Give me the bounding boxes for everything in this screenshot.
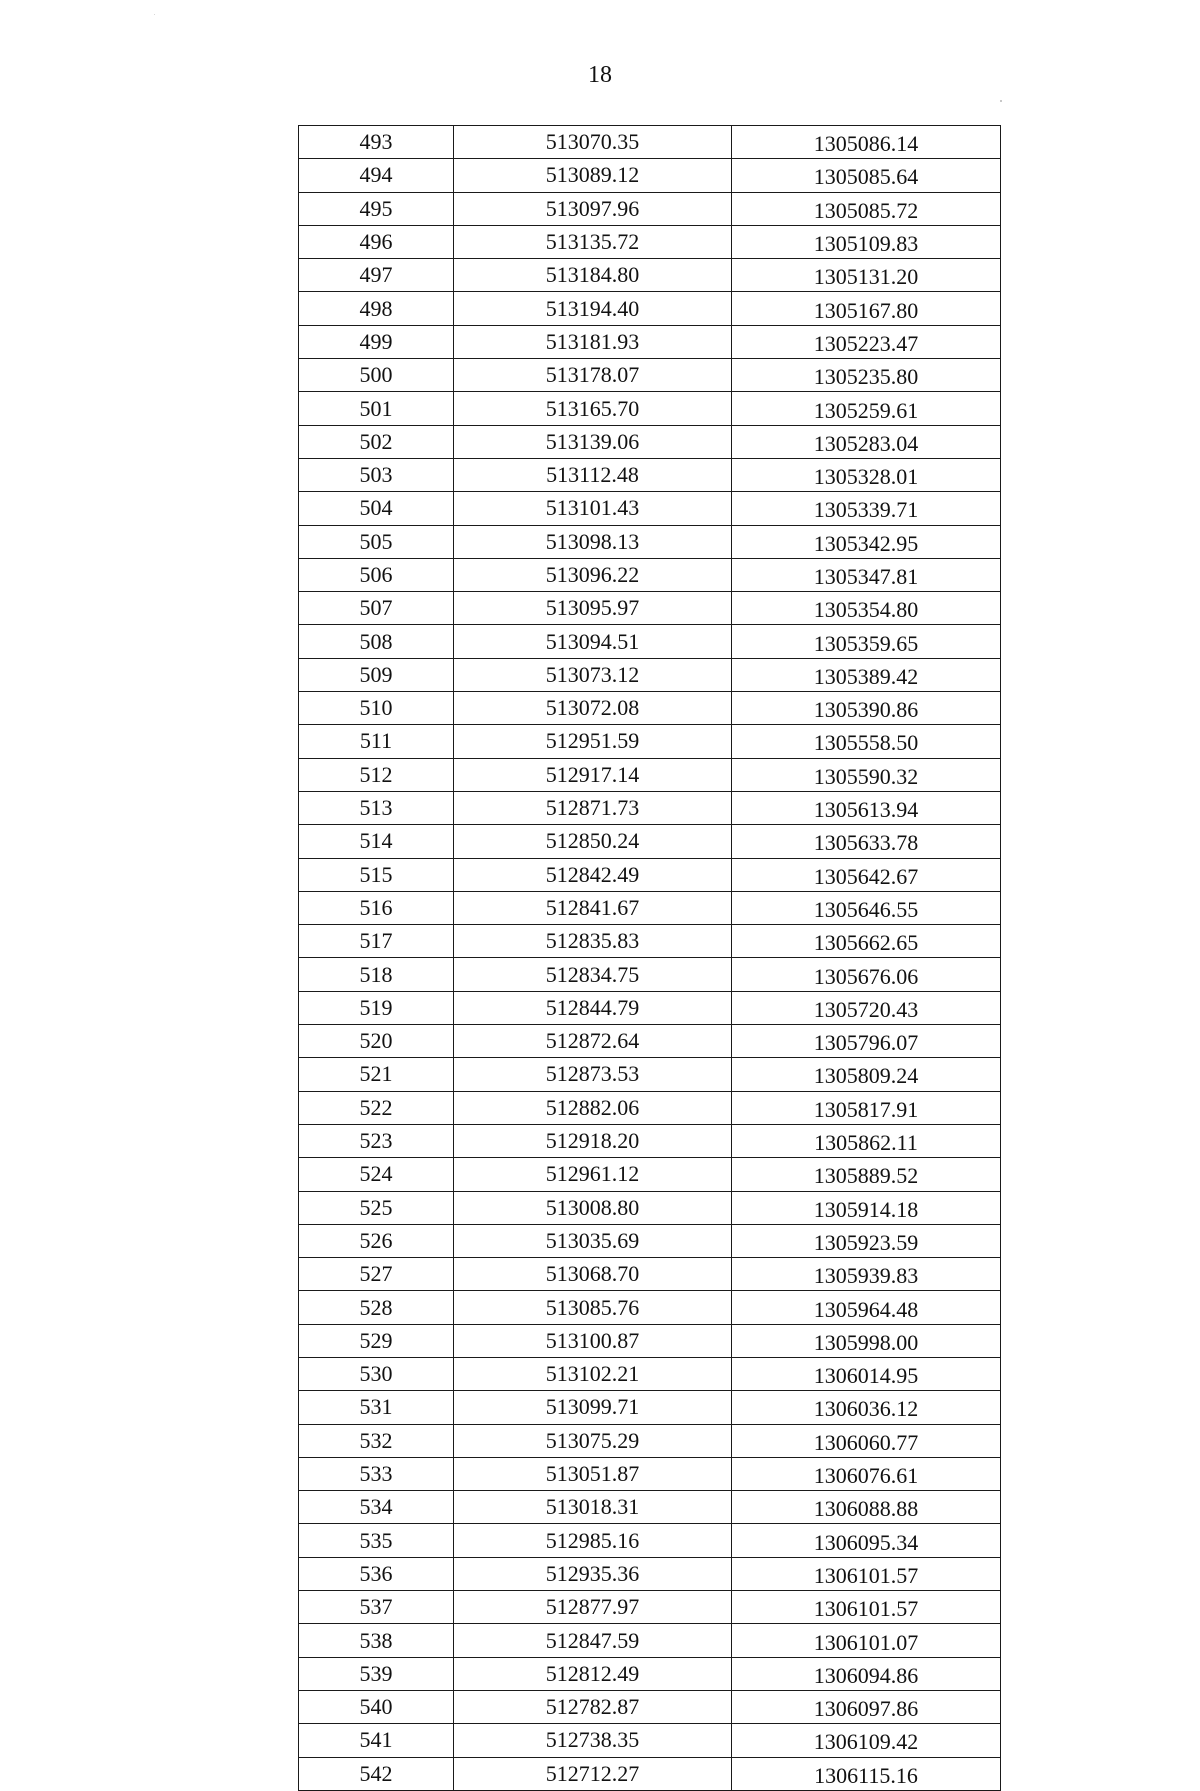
y-coordinate-cell: 1305817.91 [732,1091,1001,1124]
x-coordinate-cell: 512985.16 [454,1524,732,1557]
x-coordinate-cell: 513089.12 [454,159,732,192]
y-coordinate-cell: 1305646.55 [732,891,1001,924]
x-coordinate-cell: 512844.79 [454,991,732,1024]
table-row [299,658,1001,691]
coordinates-table [298,125,1001,1791]
x-coordinate-cell: 513181.93 [454,325,732,358]
y-coordinate-cell: 1305085.72 [732,192,1001,225]
y-coordinate-cell: 1305939.83 [732,1258,1001,1291]
table-row [299,192,1001,225]
y-coordinate-cell: 1305796.07 [732,1025,1001,1058]
point-number-cell: 506 [299,558,454,591]
table-row [299,458,1001,491]
point-number-cell: 498 [299,292,454,325]
point-number-cell: 530 [299,1357,454,1390]
point-number-cell: 513 [299,791,454,824]
x-coordinate-cell: 513068.70 [454,1258,732,1291]
x-coordinate-cell: 512712.27 [454,1757,732,1790]
page-number: 18 [588,62,612,88]
point-number-cell: 526 [299,1224,454,1257]
table-row [299,858,1001,891]
y-coordinate-cell: 1305283.04 [732,425,1001,458]
y-coordinate-cell: 1305347.81 [732,558,1001,591]
point-number-cell: 507 [299,592,454,625]
y-coordinate-cell: 1305862.11 [732,1124,1001,1157]
y-coordinate-cell: 1305354.80 [732,592,1001,625]
y-coordinate-cell: 1305914.18 [732,1191,1001,1224]
point-number-cell: 528 [299,1291,454,1324]
x-coordinate-cell: 513102.21 [454,1357,732,1390]
table-row [299,625,1001,658]
y-coordinate-cell: 1305633.78 [732,825,1001,858]
point-number-cell: 511 [299,725,454,758]
point-number-cell: 504 [299,492,454,525]
point-number-cell: 522 [299,1091,454,1124]
table-row [299,592,1001,625]
table-row [299,1457,1001,1490]
point-number-cell: 496 [299,225,454,258]
point-number-cell: 534 [299,1491,454,1524]
x-coordinate-cell: 513095.97 [454,592,732,625]
table-row [299,1757,1001,1790]
table-row [299,1524,1001,1557]
point-number-cell: 518 [299,958,454,991]
table-row [299,991,1001,1024]
table-row [299,1491,1001,1524]
table-row [299,292,1001,325]
point-number-cell: 502 [299,425,454,458]
table-row [299,725,1001,758]
x-coordinate-cell: 512738.35 [454,1724,732,1757]
y-coordinate-cell: 1306095.34 [732,1524,1001,1557]
point-number-cell: 536 [299,1557,454,1590]
table-row [299,1091,1001,1124]
point-number-cell: 541 [299,1724,454,1757]
point-number-cell: 503 [299,458,454,491]
point-number-cell: 540 [299,1690,454,1723]
table-row [299,1124,1001,1157]
point-number-cell: 533 [299,1457,454,1490]
point-number-cell: 495 [299,192,454,225]
x-coordinate-cell: 513094.51 [454,625,732,658]
y-coordinate-cell: 1306101.57 [732,1557,1001,1590]
point-number-cell: 537 [299,1591,454,1624]
y-coordinate-cell: 1306101.57 [732,1591,1001,1624]
y-coordinate-cell: 1305389.42 [732,658,1001,691]
y-coordinate-cell: 1306060.77 [732,1424,1001,1457]
y-coordinate-cell: 1305590.32 [732,758,1001,791]
point-number-cell: 505 [299,525,454,558]
table-row [299,1224,1001,1257]
x-coordinate-cell: 513098.13 [454,525,732,558]
x-coordinate-cell: 513008.80 [454,1191,732,1224]
x-coordinate-cell: 512877.97 [454,1591,732,1624]
x-coordinate-cell: 513165.70 [454,392,732,425]
table-row [299,1424,1001,1457]
point-number-cell: 510 [299,692,454,725]
table-row [299,825,1001,858]
table-row [299,325,1001,358]
table-row [299,1058,1001,1091]
x-coordinate-cell: 512918.20 [454,1124,732,1157]
point-number-cell: 520 [299,1025,454,1058]
x-coordinate-cell: 512961.12 [454,1158,732,1191]
table-row [299,225,1001,258]
x-coordinate-cell: 513070.35 [454,126,732,159]
table-row [299,791,1001,824]
y-coordinate-cell: 1305085.64 [732,159,1001,192]
point-number-cell: 517 [299,925,454,958]
x-coordinate-cell: 513135.72 [454,225,732,258]
table-row [299,1690,1001,1723]
y-coordinate-cell: 1306101.07 [732,1624,1001,1657]
point-number-cell: 542 [299,1757,454,1790]
point-number-cell: 519 [299,991,454,1024]
point-number-cell: 524 [299,1158,454,1191]
y-coordinate-cell: 1305662.65 [732,925,1001,958]
table-row [299,558,1001,591]
x-coordinate-cell: 512872.64 [454,1025,732,1058]
y-coordinate-cell: 1306076.61 [732,1457,1001,1490]
x-coordinate-cell: 512873.53 [454,1058,732,1091]
table-row [299,1724,1001,1757]
table-row [299,1357,1001,1390]
table-row [299,1391,1001,1424]
point-number-cell: 531 [299,1391,454,1424]
x-coordinate-cell: 513018.31 [454,1491,732,1524]
table-row [299,1258,1001,1291]
point-number-cell: 516 [299,891,454,924]
y-coordinate-cell: 1305998.00 [732,1324,1001,1357]
table-row [299,1591,1001,1624]
x-coordinate-cell: 513100.87 [454,1324,732,1357]
x-coordinate-cell: 513035.69 [454,1224,732,1257]
y-coordinate-cell: 1305923.59 [732,1224,1001,1257]
scan-speck [154,14,155,15]
x-coordinate-cell: 513085.76 [454,1291,732,1324]
y-coordinate-cell: 1305131.20 [732,259,1001,292]
table-row [299,891,1001,924]
point-number-cell: 512 [299,758,454,791]
y-coordinate-cell: 1305889.52 [732,1158,1001,1191]
x-coordinate-cell: 512842.49 [454,858,732,891]
table-row [299,925,1001,958]
x-coordinate-cell: 513096.22 [454,558,732,591]
table-row [299,1324,1001,1357]
x-coordinate-cell: 513097.96 [454,192,732,225]
point-number-cell: 535 [299,1524,454,1557]
x-coordinate-cell: 513112.48 [454,458,732,491]
y-coordinate-cell: 1305086.14 [732,126,1001,159]
y-coordinate-cell: 1305223.47 [732,325,1001,358]
table-row [299,1158,1001,1191]
x-coordinate-cell: 512935.36 [454,1557,732,1590]
y-coordinate-cell: 1305964.48 [732,1291,1001,1324]
y-coordinate-cell: 1305558.50 [732,725,1001,758]
y-coordinate-cell: 1305328.01 [732,458,1001,491]
x-coordinate-cell: 512834.75 [454,958,732,991]
table-row [299,492,1001,525]
y-coordinate-cell: 1305720.43 [732,991,1001,1024]
y-coordinate-cell: 1306109.42 [732,1724,1001,1757]
y-coordinate-cell: 1306094.86 [732,1657,1001,1690]
table-row [299,1657,1001,1690]
table-row [299,159,1001,192]
y-coordinate-cell: 1305613.94 [732,791,1001,824]
y-coordinate-cell: 1305342.95 [732,525,1001,558]
point-number-cell: 523 [299,1124,454,1157]
x-coordinate-cell: 512812.49 [454,1657,732,1690]
x-coordinate-cell: 513099.71 [454,1391,732,1424]
table-row [299,392,1001,425]
point-number-cell: 525 [299,1191,454,1224]
x-coordinate-cell: 513051.87 [454,1457,732,1490]
x-coordinate-cell: 513194.40 [454,292,732,325]
point-number-cell: 538 [299,1624,454,1657]
x-coordinate-cell: 512847.59 [454,1624,732,1657]
y-coordinate-cell: 1305642.67 [732,858,1001,891]
point-number-cell: 527 [299,1258,454,1291]
point-number-cell: 497 [299,259,454,292]
x-coordinate-cell: 512951.59 [454,725,732,758]
point-number-cell: 529 [299,1324,454,1357]
point-number-cell: 493 [299,126,454,159]
point-number-cell: 515 [299,858,454,891]
scan-speck [1000,100,1002,102]
point-number-cell: 521 [299,1058,454,1091]
table-row [299,958,1001,991]
table-row [299,758,1001,791]
y-coordinate-cell: 1306115.16 [732,1757,1001,1790]
table-row [299,1191,1001,1224]
point-number-cell: 514 [299,825,454,858]
table-row [299,425,1001,458]
x-coordinate-cell: 512850.24 [454,825,732,858]
x-coordinate-cell: 512841.67 [454,891,732,924]
table-row [299,1557,1001,1590]
table-row [299,1291,1001,1324]
y-coordinate-cell: 1306097.86 [732,1690,1001,1723]
x-coordinate-cell: 512782.87 [454,1690,732,1723]
point-number-cell: 539 [299,1657,454,1690]
y-coordinate-cell: 1305235.80 [732,359,1001,392]
point-number-cell: 494 [299,159,454,192]
y-coordinate-cell: 1305390.86 [732,692,1001,725]
y-coordinate-cell: 1305259.61 [732,392,1001,425]
y-coordinate-cell: 1306014.95 [732,1357,1001,1390]
point-number-cell: 499 [299,325,454,358]
y-coordinate-cell: 1305109.83 [732,225,1001,258]
x-coordinate-cell: 513101.43 [454,492,732,525]
table-row [299,1025,1001,1058]
x-coordinate-cell: 512917.14 [454,758,732,791]
y-coordinate-cell: 1305359.65 [732,625,1001,658]
point-number-cell: 508 [299,625,454,658]
point-number-cell: 501 [299,392,454,425]
y-coordinate-cell: 1305676.06 [732,958,1001,991]
x-coordinate-cell: 513184.80 [454,259,732,292]
y-coordinate-cell: 1306036.12 [732,1391,1001,1424]
x-coordinate-cell: 513139.06 [454,425,732,458]
x-coordinate-cell: 512882.06 [454,1091,732,1124]
table-row [299,126,1001,159]
table-row [299,692,1001,725]
table-row [299,525,1001,558]
coordinates-table-body [299,126,1001,1791]
y-coordinate-cell: 1305339.71 [732,492,1001,525]
x-coordinate-cell: 513073.12 [454,658,732,691]
point-number-cell: 500 [299,359,454,392]
table-row [299,1624,1001,1657]
x-coordinate-cell: 512835.83 [454,925,732,958]
y-coordinate-cell: 1306088.88 [732,1491,1001,1524]
point-number-cell: 509 [299,658,454,691]
x-coordinate-cell: 513075.29 [454,1424,732,1457]
y-coordinate-cell: 1305167.80 [732,292,1001,325]
y-coordinate-cell: 1305809.24 [732,1058,1001,1091]
table-row [299,259,1001,292]
x-coordinate-cell: 513178.07 [454,359,732,392]
x-coordinate-cell: 512871.73 [454,791,732,824]
point-number-cell: 532 [299,1424,454,1457]
table-row [299,359,1001,392]
x-coordinate-cell: 513072.08 [454,692,732,725]
